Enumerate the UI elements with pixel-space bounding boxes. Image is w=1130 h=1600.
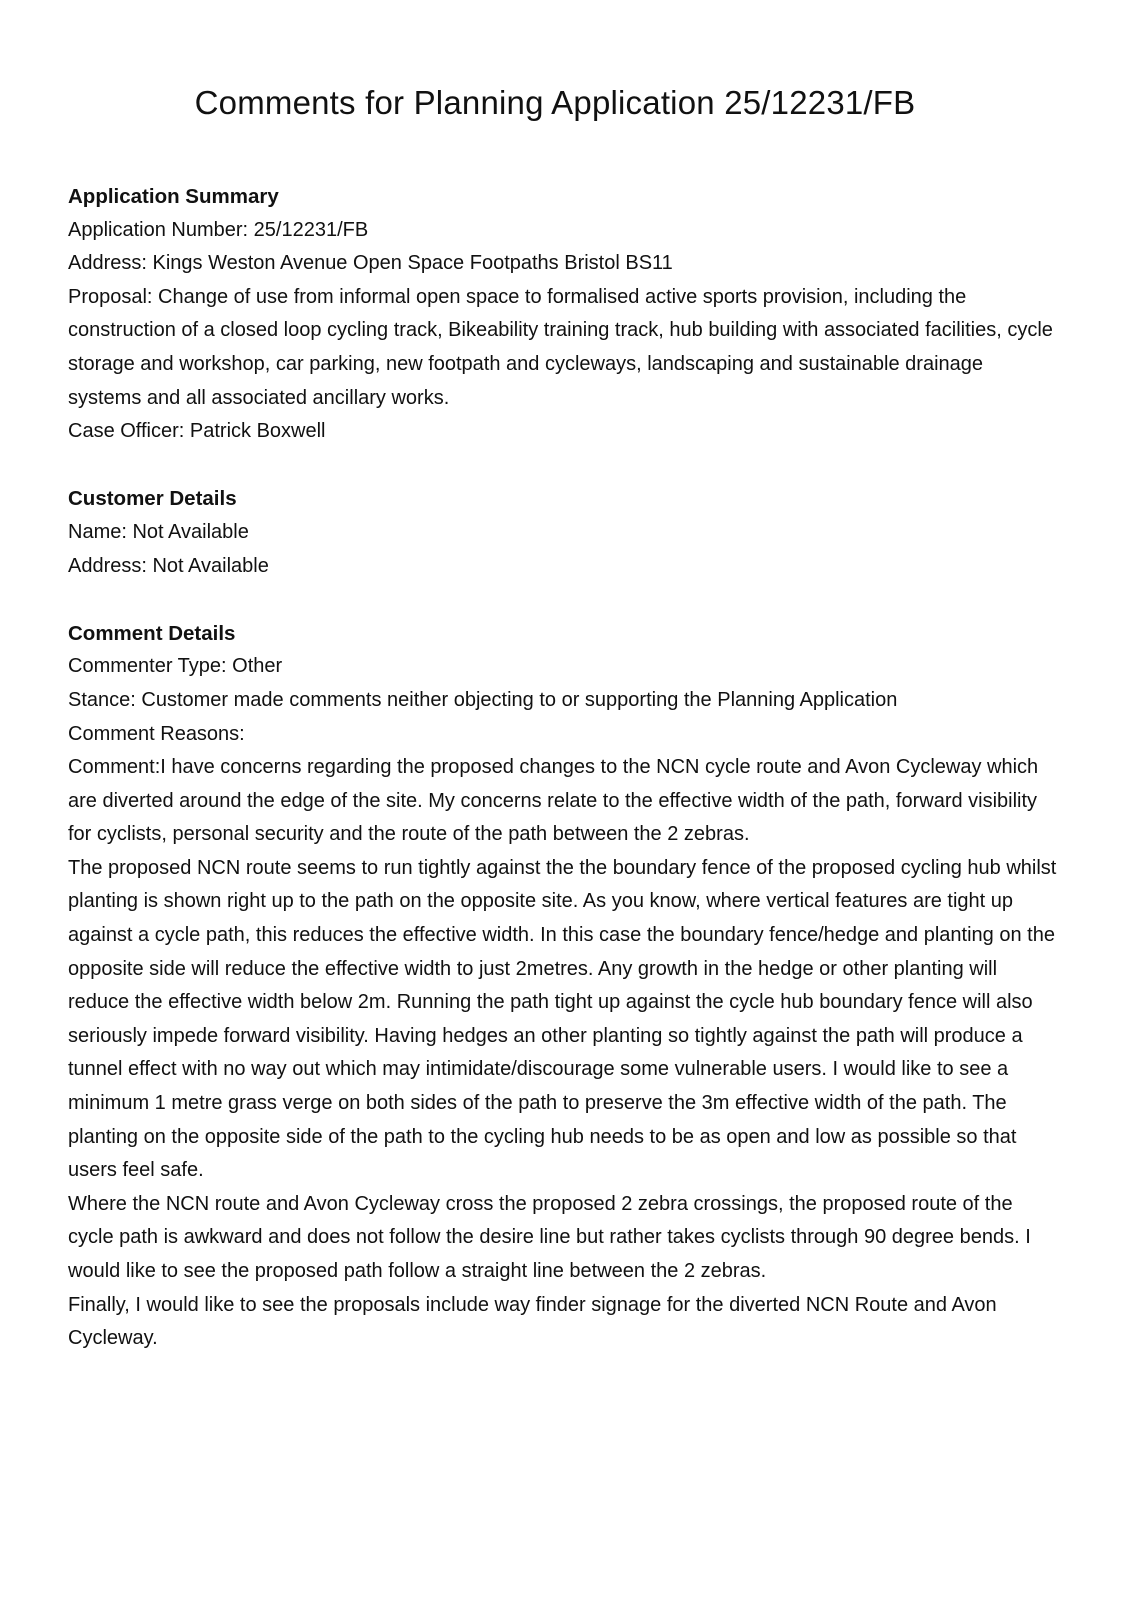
comment-details-heading: Comment Details <box>68 621 236 645</box>
comment-paragraph: Finally, I would like to see the proposals include way finder signage for the diverted NCN Route and Avon Cycleway. <box>68 1293 997 1350</box>
application-summary-heading: Application Summary <box>68 185 279 208</box>
comment-paragraph: Comment:I have concerns regarding the proposed changes to the NCN cycle route and Avon Cycleway which are diverted around the edge of the site. My concerns relate to the effective width of the path, forward visibility for cyclists, personal security and the route of the path between the 2 zebras. <box>68 756 1039 846</box>
customer-address: Address: Not Available <box>68 554 269 577</box>
commenter-type: Commenter Type: Other <box>68 655 283 678</box>
application-summary-section <box>68 180 1058 449</box>
application-number: Application Number: 25/12231/FB <box>68 218 369 241</box>
customer-name: Name: Not Available <box>68 520 249 543</box>
case-officer: Case Officer: Patrick Boxwell <box>68 420 326 443</box>
customer-details-heading: Customer Details <box>68 487 237 511</box>
page-title: Comments for Planning Application 25/12231/FB <box>194 84 916 121</box>
comment-paragraph: The proposed NCN route seems to run tightly against the the boundary fence of the proposed cycling hub whilst planting is shown right up to the path on the opposite site. As you know, where vertical features are tight up against a cycle path, this reduces the effective width. In this case the boundary fence/hedge and planting on the opposite side will reduce the effective width to just 2metres. Any growth in the hedge or other planting will reduce the effective width below 2m. Running the path tight up against the cycle hub boundary fence will also seriously impede forward visibility. Having hedges an other planting so tightly against the path will produce a tunnel effect with no way out which may intimidate/discourage some vulnerable users. I would like to see a minimum 1 metre grass verge on both sides of the path to preserve the 3m effective width of the path. The planting on the opposite side of the path to the cycling hub needs to be as open and low as possible so that users feel safe. <box>68 856 1057 1182</box>
stance: Stance: Customer made comments neither objecting to or supporting the Planning Application <box>68 688 898 711</box>
comment-paragraph: Where the NCN route and Avon Cycleway cross the proposed 2 zebra crossings, the proposed route of the cycle path is awkward and does not follow the desire line but rather takes cyclists through 90 degree bends. I would like to see the proposed path follow a straight line between the 2 zebras. <box>68 1192 1031 1282</box>
comment-reasons: Comment Reasons: <box>68 722 245 745</box>
customer-details-section <box>68 482 1058 583</box>
document-body <box>68 180 1058 1389</box>
application-address: Address: Kings Weston Avenue Open Space Footpaths Bristol BS11 <box>68 252 673 275</box>
application-proposal: Proposal: Change of use from informal open space to formalised active sports provision, including the construction of a closed loop cycling track, Bikeability training track, hub building with associated facilities, cycle storage and workshop, car parking, new footpath and cycleways, landscaping and sustainable drainage systems and all associated ancillary works. <box>68 285 1053 409</box>
comment-details-section <box>68 617 1058 1356</box>
